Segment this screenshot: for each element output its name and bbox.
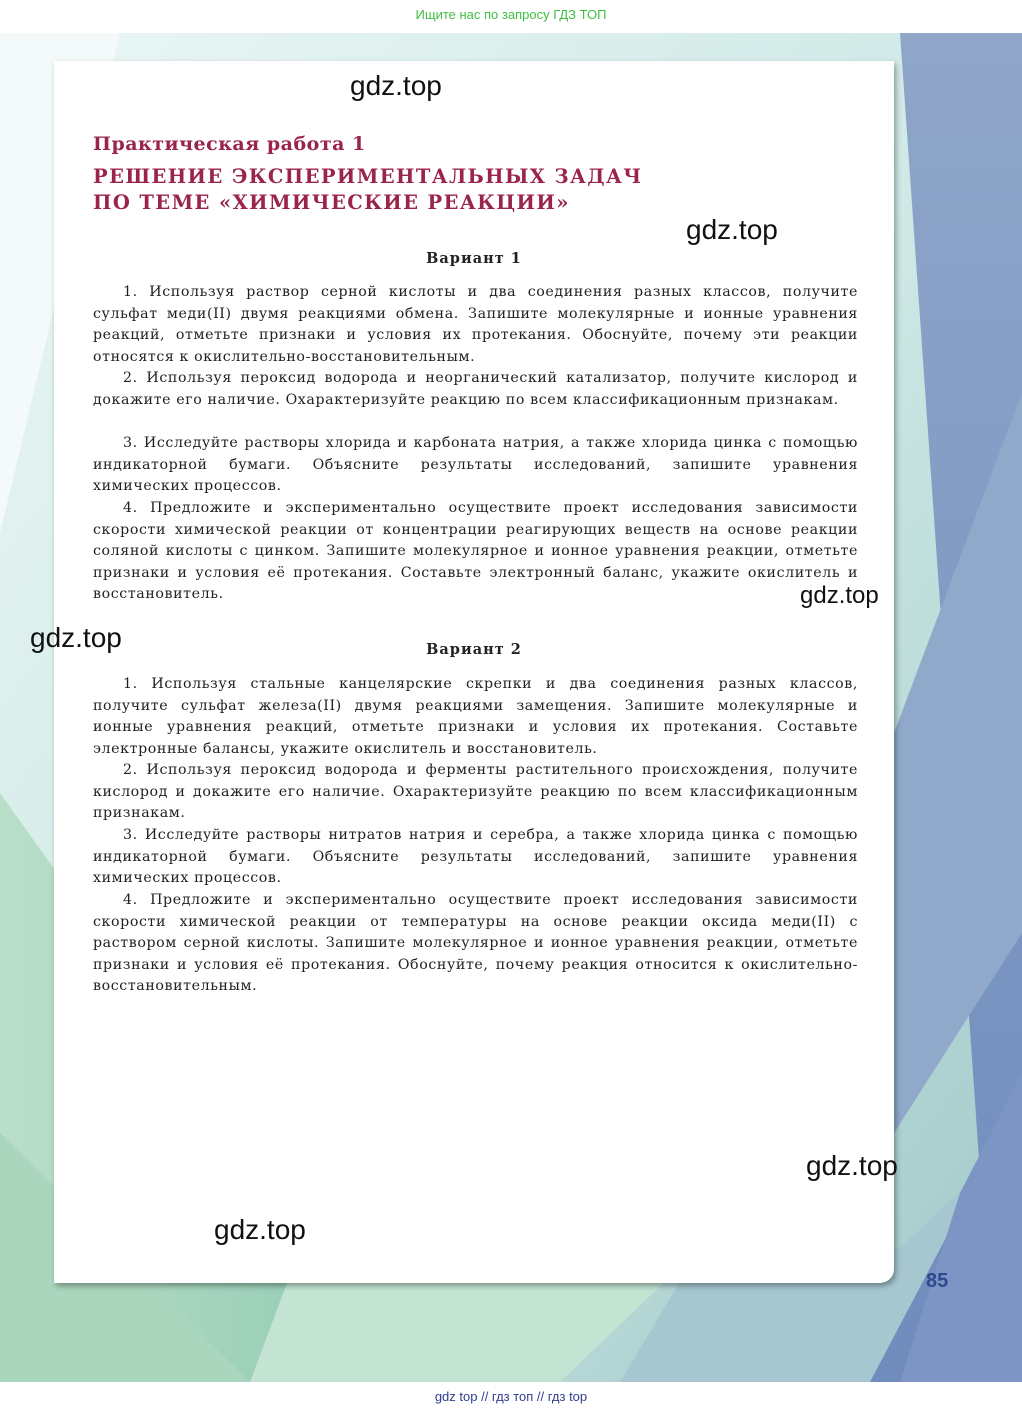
title-line-2: ПО ТЕМЕ «ХИМИЧЕСКИЕ РЕАКЦИИ»: [93, 191, 570, 214]
variant-2-task-2: 2. Используя пероксид водорода и ферменты растительного происхождения, получите кислород и докажите его наличие. Охарактеризуйте реакцию по всем классификационным признакам.: [93, 762, 858, 821]
variant-1-title: Вариант 1: [426, 250, 522, 267]
watermark: gdz.top: [806, 1150, 898, 1181]
watermark: gdz.top: [686, 214, 778, 245]
variant-2-task-4: 4. Предложите и экспериментально осуществите проект исследования зависимости скорости химической реакции от температуры на основе реакции оксида меди(II) с раствором серной кислоты. Запишите молекулярное и ионное уравнения реакции, отметьте признаки и условия её протекания. Обоснуйте, почему реакция относится к окислительно-восстановительным.: [93, 892, 858, 994]
variant-1-task-4: 4. Предложите и экспериментально осуществите проект исследования зависимости скорости химической реакции от концентрации реагирующих веществ на основе реакции соляной кислоты с цинком. Запишите молекулярное и ионное уравнения реакции, отметьте признаки и условия её протекания. Составьте электронный баланс, укажите окислитель и восстановитель.: [93, 500, 858, 602]
practical-work-label: Практическая работа 1: [93, 133, 366, 155]
variant-1-task-3: 3. Исследуйте растворы хлорида и карбоната натрия, а также хлорида цинка с помощью индикаторной бумаги. Объясните результаты исследований, запишите уравнения химических процессов.: [93, 435, 858, 494]
title-line-1: РЕШЕНИЕ ЭКСПЕРИМЕНТАЛЬНЫХ ЗАДАЧ: [93, 165, 643, 188]
watermark: gdz.top: [350, 70, 442, 101]
watermark: gdz.top: [214, 1214, 306, 1245]
page-number: 85: [926, 1270, 949, 1292]
watermark: gdz.top: [30, 622, 122, 653]
variant-2-title: Вариант 2: [426, 641, 522, 658]
watermark: gdz.top: [800, 582, 879, 609]
footer-banner: gdz top // гдз топ // гдз top: [0, 1382, 1022, 1415]
variant-2-task-3: 3. Исследуйте растворы нитратов натрия и серебра, а также хлорида цинка с помощью индикаторной бумаги. Объясните результаты исследований, запишите уравнения химических процессов.: [93, 827, 858, 886]
practical-work-title: [93, 164, 643, 216]
variant-2-task-1: 1. Используя стальные канцелярские скрепки и два соединения разных классов, получите сульфат железа(II) двумя реакциями замещения. Запишите молекулярные и ионные уравнения реакций, отметьте признаки и условия их протекания. Составьте электронные балансы, укажите окислитель и восстановитель.: [93, 676, 858, 757]
top-banner: Ищите нас по запросу ГДЗ ТОП: [0, 0, 1022, 33]
variant-1-task-2: 2. Используя пероксид водорода и неорганический катализатор, получите кислород и докажите его наличие. Охарактеризуйте реакцию по всем классификационным признакам.: [93, 370, 858, 408]
variant-1-task-1: 1. Используя раствор серной кислоты и два соединения разных классов, получите сульфат меди(II) двумя реакциями обмена. Запишите молекулярные и ионные уравнения реакций, отметьте признаки и условия их протекания. Обоснуйте, почему эти реакции относятся к окислительно-восстановительным.: [93, 284, 858, 365]
